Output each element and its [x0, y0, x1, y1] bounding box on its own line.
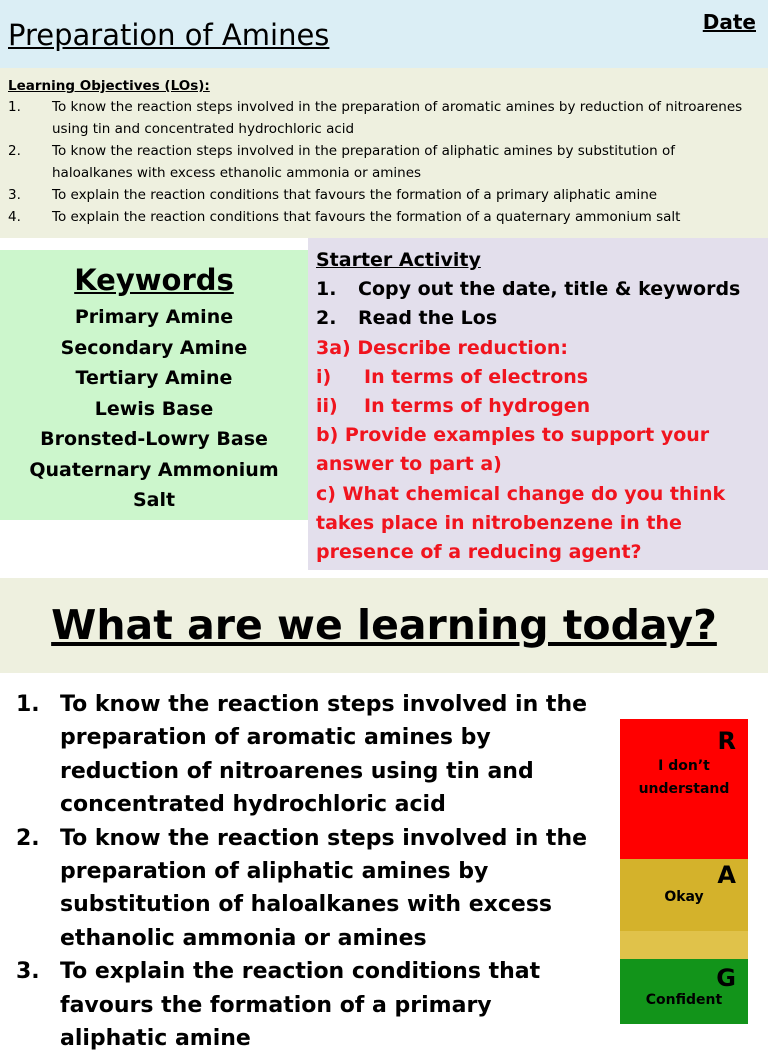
keywords-panel	[0, 250, 308, 520]
learning-objectives-panel	[0, 68, 768, 238]
list-number: 2.	[16, 825, 40, 851]
list-number: i)	[316, 365, 332, 388]
starter-step-text: Read the Los	[358, 307, 498, 330]
rag-green-letter: G	[716, 964, 736, 992]
starter-subquestion	[316, 363, 768, 392]
learning-objective-text: To explain the reaction conditions that favours the formation of a quaternary ammonium salt	[52, 209, 681, 225]
list-item	[16, 822, 606, 956]
list-item-text: To know the reaction steps involved in the preparation of aliphatic amines by substitution of haloalkanes with excess ethanolic ammonia or amines	[60, 825, 588, 951]
keywords-heading: Keywords	[74, 263, 234, 297]
title-header	[0, 0, 768, 68]
rag-green-label: Confident	[645, 992, 723, 1008]
keyword-item: Salt	[132, 489, 176, 511]
list-number: 3.	[16, 959, 40, 985]
starter-step-text: Copy out the date, title & keywords	[358, 278, 741, 301]
keyword-item: Quaternary Ammonium	[29, 458, 279, 481]
starter-subquestion-text: In terms of hydrogen	[364, 395, 591, 418]
learning-today-heading: What are we learning today?	[51, 601, 717, 649]
learning-objective-text: To explain the reaction conditions that favours the formation of a primary aliphatic amine	[52, 187, 658, 203]
starter-step	[316, 275, 768, 304]
list-number: 2.	[8, 143, 21, 159]
learning-today-list	[16, 688, 606, 1055]
starter-activity-panel	[308, 238, 768, 570]
starter-step	[316, 304, 768, 333]
keyword-item: Primary Amine	[74, 306, 234, 328]
date-label: Date	[702, 10, 756, 34]
list-item-text: To explain the reaction conditions that favours the formation of a primary aliphatic amine	[60, 959, 541, 1052]
list-number: ii)	[316, 395, 338, 418]
list-item	[16, 955, 606, 1055]
list-number: 2.	[316, 307, 337, 330]
rag-red-letter: R	[717, 727, 736, 755]
rag-amber-band	[620, 931, 748, 959]
starter-question: c) What chemical change do you think takes place in nitrobenzene in the presence of a reducing agent?	[316, 482, 726, 564]
learning-objective-item	[8, 96, 756, 140]
keyword-item: Bronsted-Lowry Base	[40, 428, 268, 450]
starter-activity-heading: Starter Activity	[316, 249, 481, 271]
rag-amber-box	[620, 859, 748, 959]
rag-red-box	[620, 719, 748, 859]
learning-objectives-heading: Learning Objectives (LOs):	[8, 78, 210, 94]
list-number: 3.	[8, 187, 21, 203]
list-number: 4.	[8, 209, 21, 225]
learning-objective-text: To know the reaction steps involved in the preparation of aliphatic amines by substitution of haloalkanes with excess ethanolic ammonia or amines	[52, 143, 675, 181]
keyword-item: Tertiary Amine	[75, 367, 233, 389]
learning-objective-item	[8, 184, 756, 206]
list-item-text: To know the reaction steps involved in the preparation of aromatic amines by reduction of nitroarenes using tin and concentrated hydrochloric acid	[60, 692, 588, 818]
keyword-item: Secondary Amine	[60, 336, 248, 359]
starter-subquestion-text: In terms of electrons	[364, 365, 589, 388]
starter-question: b) Provide examples to support your answer to part a)	[316, 424, 710, 476]
learning-objective-item	[8, 206, 756, 228]
starter-question: 3a) Describe reduction:	[316, 336, 568, 359]
list-item	[16, 688, 606, 822]
starter-subquestion	[316, 392, 768, 421]
page-title: Preparation of Amines	[8, 18, 330, 52]
rag-red-label: I don’t understand	[638, 758, 730, 797]
rag-amber-label: Okay	[664, 889, 704, 905]
rag-green-box	[620, 959, 748, 1024]
learning-today-banner	[0, 578, 768, 673]
list-number: 1.	[8, 99, 21, 115]
learning-objective-item	[8, 140, 756, 184]
list-number: 1.	[316, 278, 337, 301]
keyword-item: Lewis Base	[94, 397, 214, 420]
learning-objective-text: To know the reaction steps involved in the preparation of aromatic amines by reduction of nitroarenes using tin and concentrated hydrochloric acid	[52, 99, 743, 137]
rag-amber-letter: A	[717, 861, 736, 889]
list-number: 1.	[16, 692, 40, 717]
